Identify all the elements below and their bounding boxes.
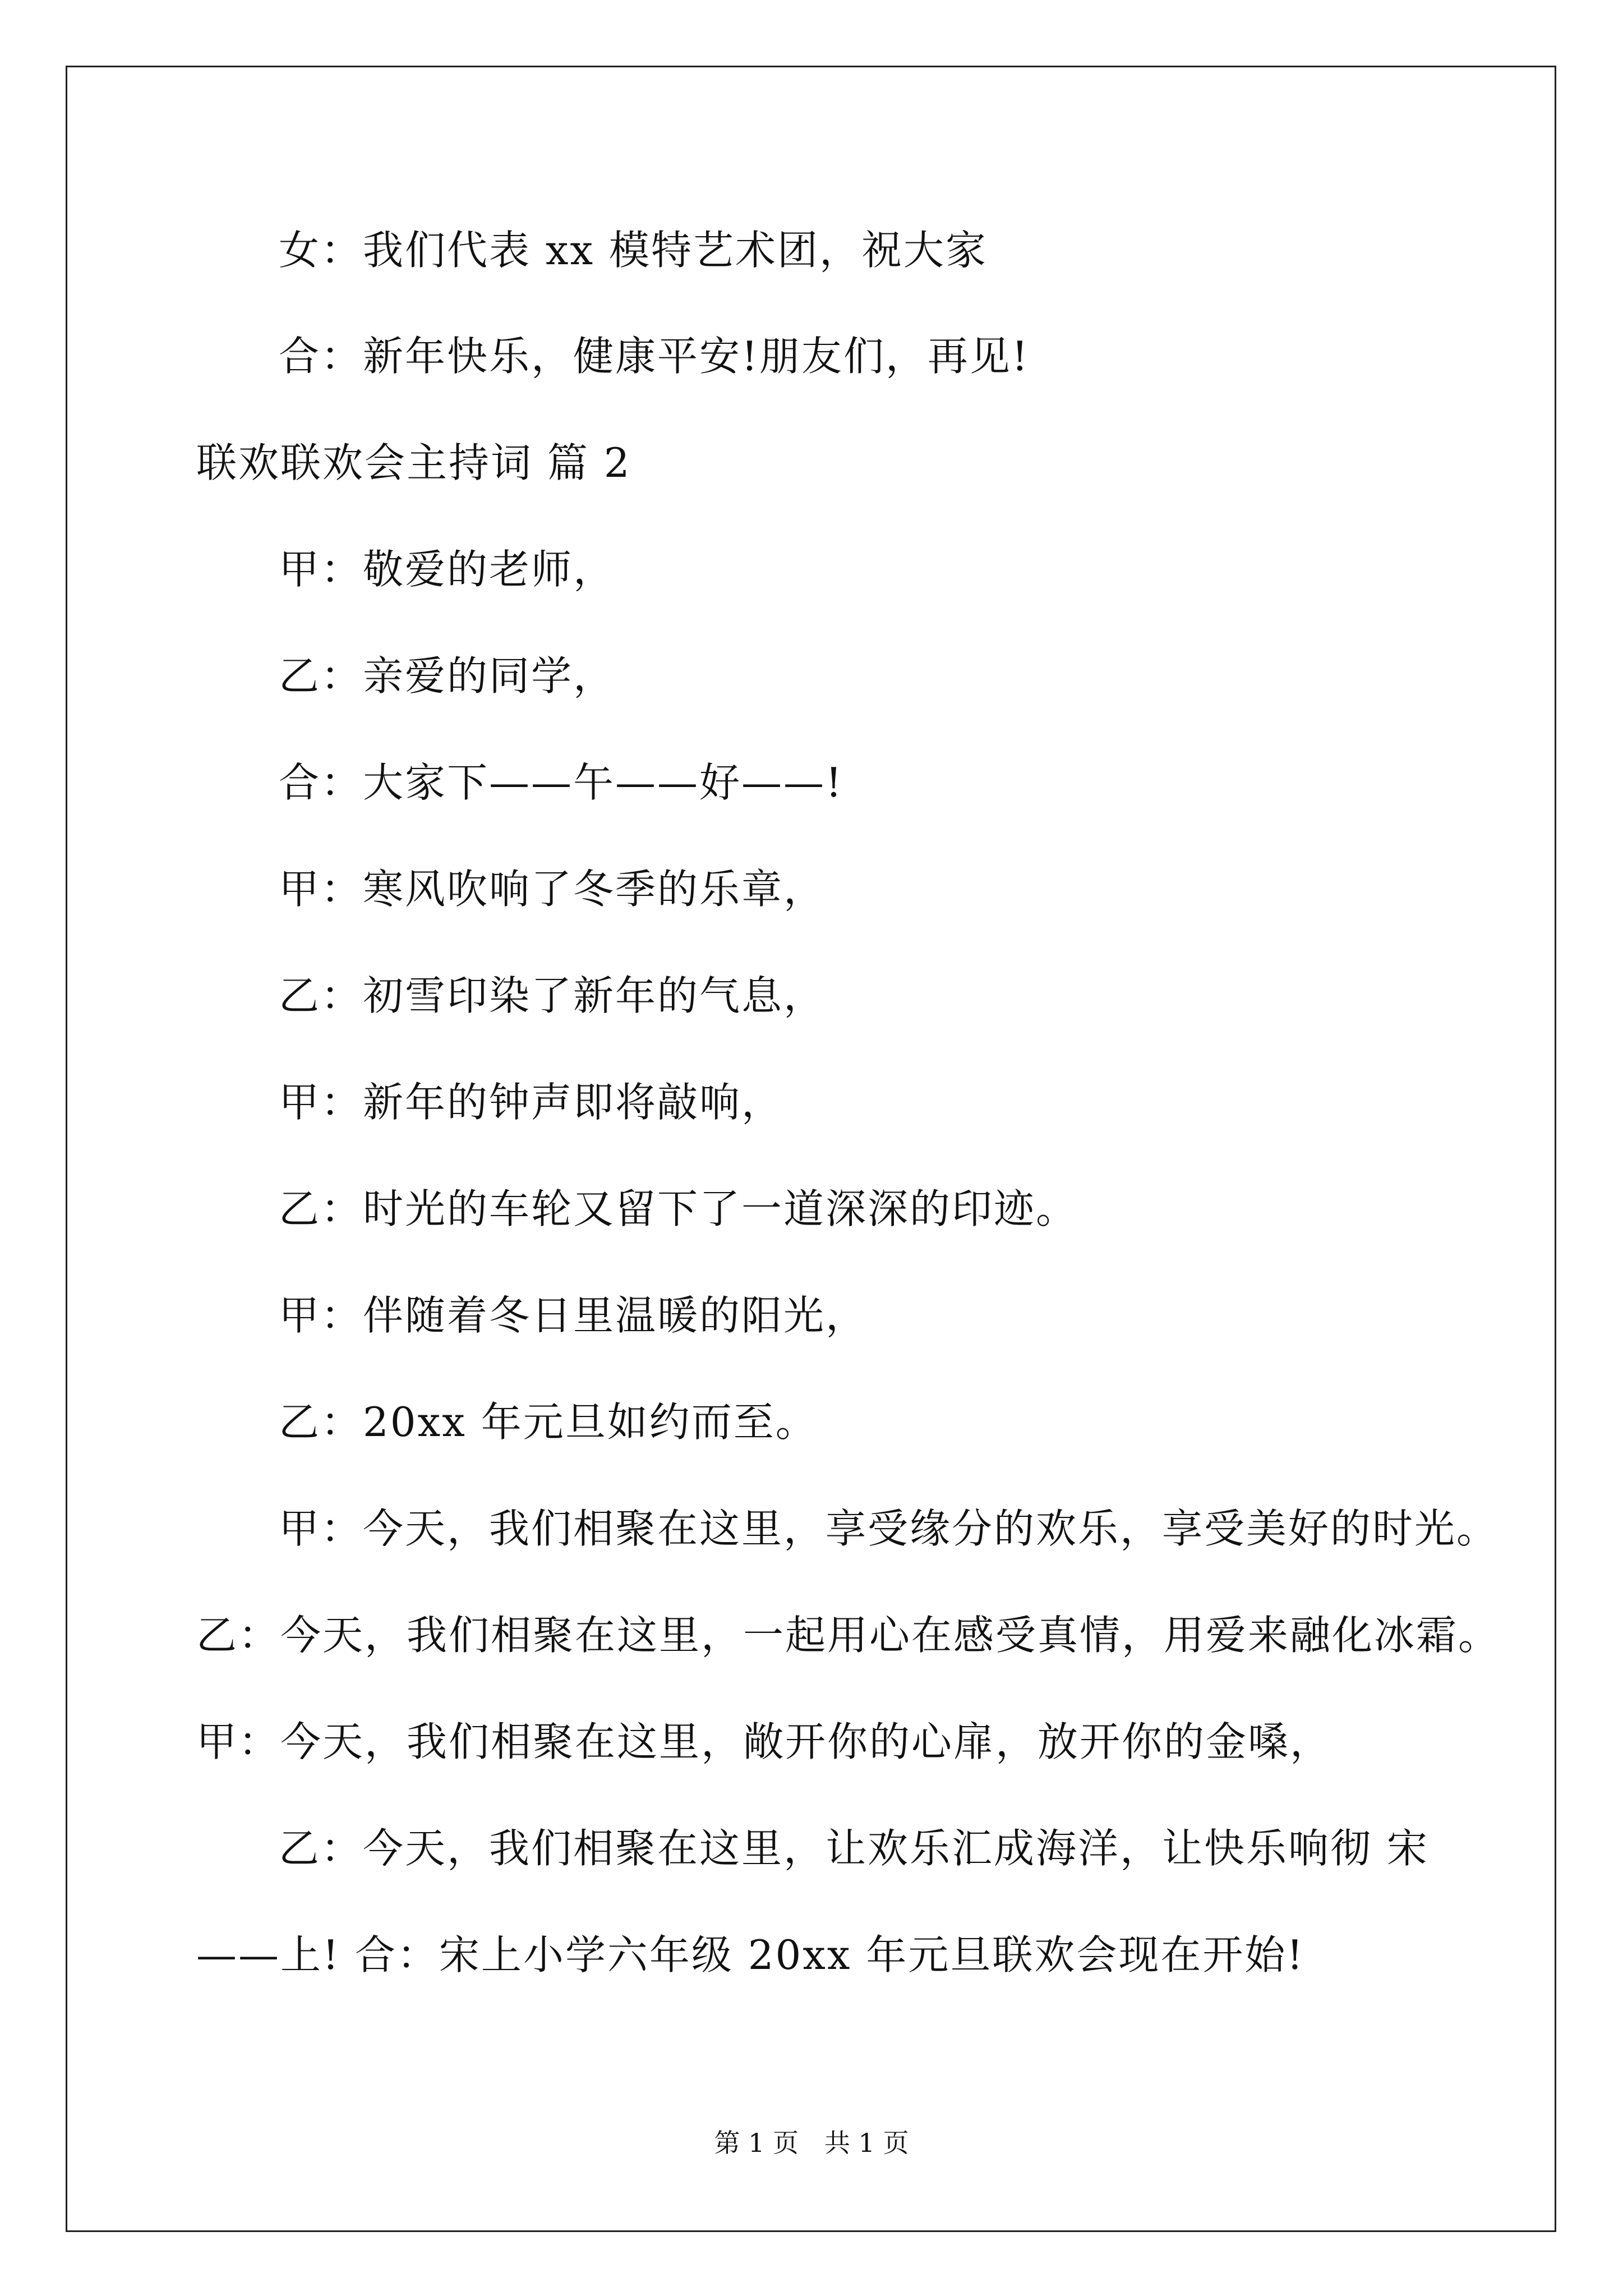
text-line: 女：我们代表 xx 模特艺术团，祝大家 <box>279 227 988 274</box>
text-line: 甲：寒风吹响了冬季的乐章， <box>279 866 826 913</box>
text-line: 乙：初雪印染了新年的气息， <box>279 972 826 1019</box>
page-border <box>66 66 1556 2232</box>
text-line: 乙：20xx 年元旦如约而至。 <box>279 1398 818 1446</box>
text-line: 合：大家下——午——好——! <box>279 759 843 806</box>
section-heading: 联欢联欢会主持词 篇 2 <box>196 439 631 486</box>
page-number-footer: 第 1 页 共 1 页 <box>714 2128 909 2158</box>
text-line: 甲：伴随着冬日里温暖的阳光， <box>279 1292 868 1339</box>
text-line: 甲：敬爱的老师， <box>279 546 616 593</box>
text-line: 甲：新年的钟声即将敲响， <box>279 1079 784 1126</box>
text-line: ——上! 合：宋上小学六年级 20xx 年元旦联欢会现在开始! <box>196 1931 1305 1978</box>
text-line: 合：新年快乐，健康平安!朋友们，再见! <box>279 333 1030 380</box>
text-line: 乙：亲爱的同学， <box>279 652 616 700</box>
text-line: 甲：今天，我们相聚在这里，享受缘分的欢乐，享受美好的时光。 <box>279 1505 1499 1552</box>
text-line: 甲：今天，我们相聚在这里，敞开你的心扉，放开你的金嗓， <box>196 1718 1332 1765</box>
text-line: 乙：今天，我们相聚在这里，让欢乐汇成海洋，让快乐响彻 宋 <box>279 1825 1429 1872</box>
text-line: 乙：今天，我们相聚在这里，一起用心在感受真情，用爱来融化冰霜。 <box>196 1612 1501 1659</box>
text-line: 乙：时光的车轮又留下了一道深深的印迹。 <box>279 1185 1078 1232</box>
